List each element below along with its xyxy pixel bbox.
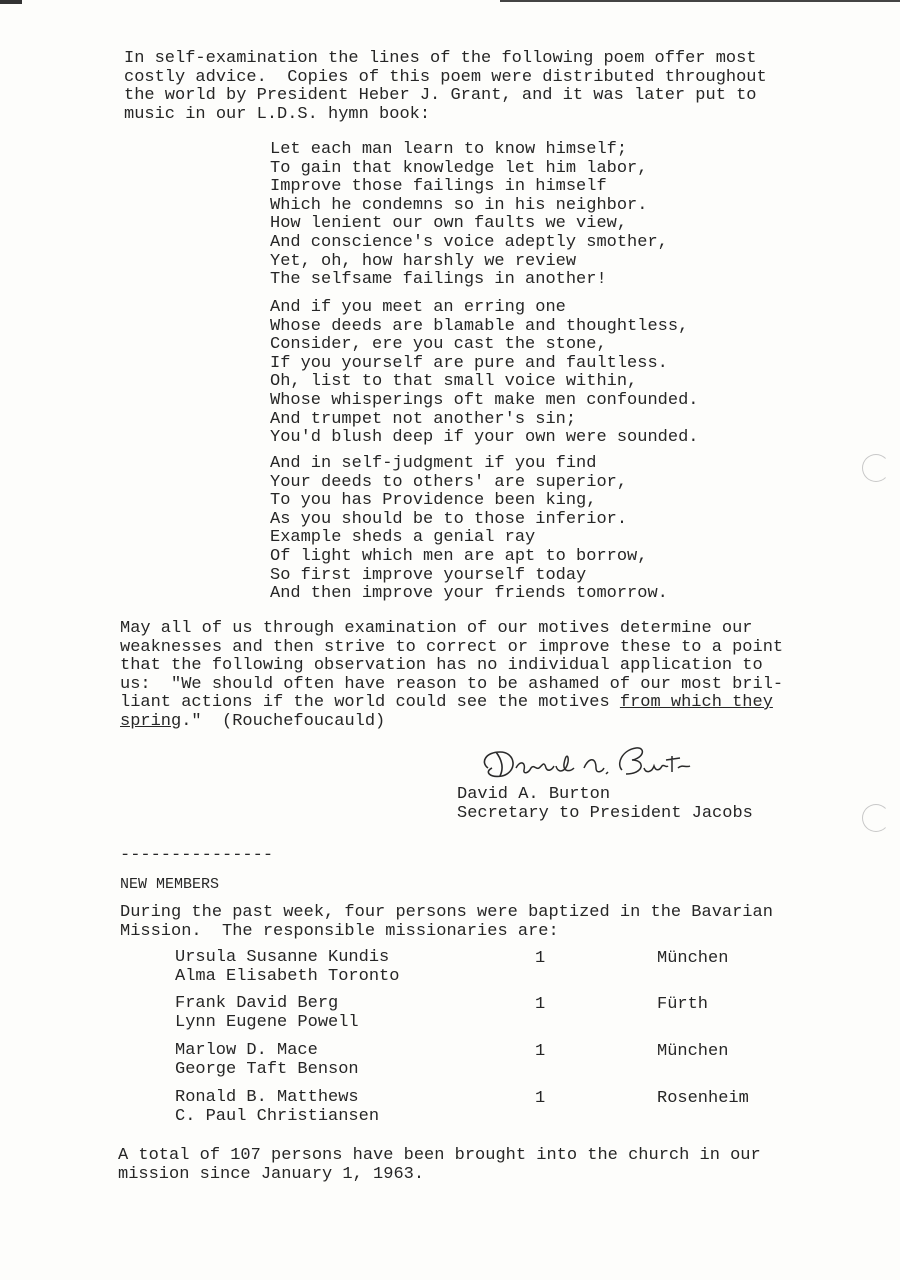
baptism-count: 1 — [535, 1089, 546, 1108]
list-item — [0, 995, 900, 1037]
underlined-quote-end: spring — [120, 711, 182, 731]
list-item — [0, 949, 900, 991]
list-item — [0, 1089, 900, 1131]
section-divider: --------------- — [120, 846, 274, 865]
baptism-count: 1 — [535, 949, 546, 968]
city: Fürth — [657, 995, 709, 1014]
closing-paragraph: May all of us through examination of our motives determine our weaknesses and then strive to correct or improve these to a point that the following observation has no individual application to us: "We should often have reason to be ashamed of our most bril- liant actions if the world could see the motives from which they spring." (Rouchefoucauld) — [120, 619, 784, 731]
punch-hole-mark — [862, 454, 890, 482]
underlined-quote: from which they — [619, 693, 773, 712]
intro-paragraph: In self-examination the lines of the following poem offer most costly advice. Copies of this poem were distributed throughout the world by President Heber J. Grant, and it was later put to music in our L.D.S. hymn book: — [124, 49, 767, 124]
city: Rosenheim — [657, 1089, 749, 1108]
missionary-names: Frank David Berg Lynn Eugene Powell — [175, 994, 359, 1032]
baptism-count: 1 — [535, 1042, 546, 1061]
missionary-names: Ursula Susanne Kundis Alma Elisabeth Toronto — [175, 948, 400, 986]
punch-hole-mark — [862, 804, 890, 832]
handwritten-signature — [476, 738, 696, 784]
signature-name: David A. Burton — [457, 785, 611, 804]
baptism-count: 1 — [535, 995, 546, 1014]
city: München — [657, 1042, 729, 1061]
poem-stanza-1: Let each man learn to know himself; To gain that knowledge let him labor, Improve those failings in himself Which he condemns so in his neighbor. How lenient our own faults we view, And conscience's voice adeptly smother, Yet, oh, how harshly we review The selfsame failings in another! — [270, 140, 668, 290]
city: München — [657, 949, 729, 968]
total-paragraph: A total of 107 persons have been brought into the church in our mission since January 1, 1963. — [118, 1146, 761, 1184]
signature-title: Secretary to President Jacobs — [457, 804, 753, 823]
list-item — [0, 1042, 900, 1084]
new-members-heading: NEW MEMBERS — [120, 876, 220, 893]
missionary-names: Marlow D. Mace George Taft Benson — [175, 1041, 359, 1079]
new-members-intro: During the past week, four persons were baptized in the Bavarian Mission. The responsible missionaries are: — [120, 903, 773, 941]
poem-stanza-3: And in self-judgment if you find Your deeds to others' are superior, To you has Providence been king, As you should be to those inferior. Example sheds a genial ray Of light which men are apt to borrow, So first improve yourself today And then improve your friends tomorrow. — [270, 454, 668, 604]
poem-stanza-2: And if you meet an erring one Whose deeds are blamable and thoughtless, Consider, ere you cast the stone, If you yourself are pure and faultless. Oh, list to that small voice within, Whose whisperings oft make men confounded. And trumpet not another's sin; You'd blush deep if your own were sounded. — [270, 298, 699, 448]
scan-edge — [0, 0, 900, 4]
missionary-names: Ronald B. Matthews C. Paul Christiansen — [175, 1088, 380, 1126]
